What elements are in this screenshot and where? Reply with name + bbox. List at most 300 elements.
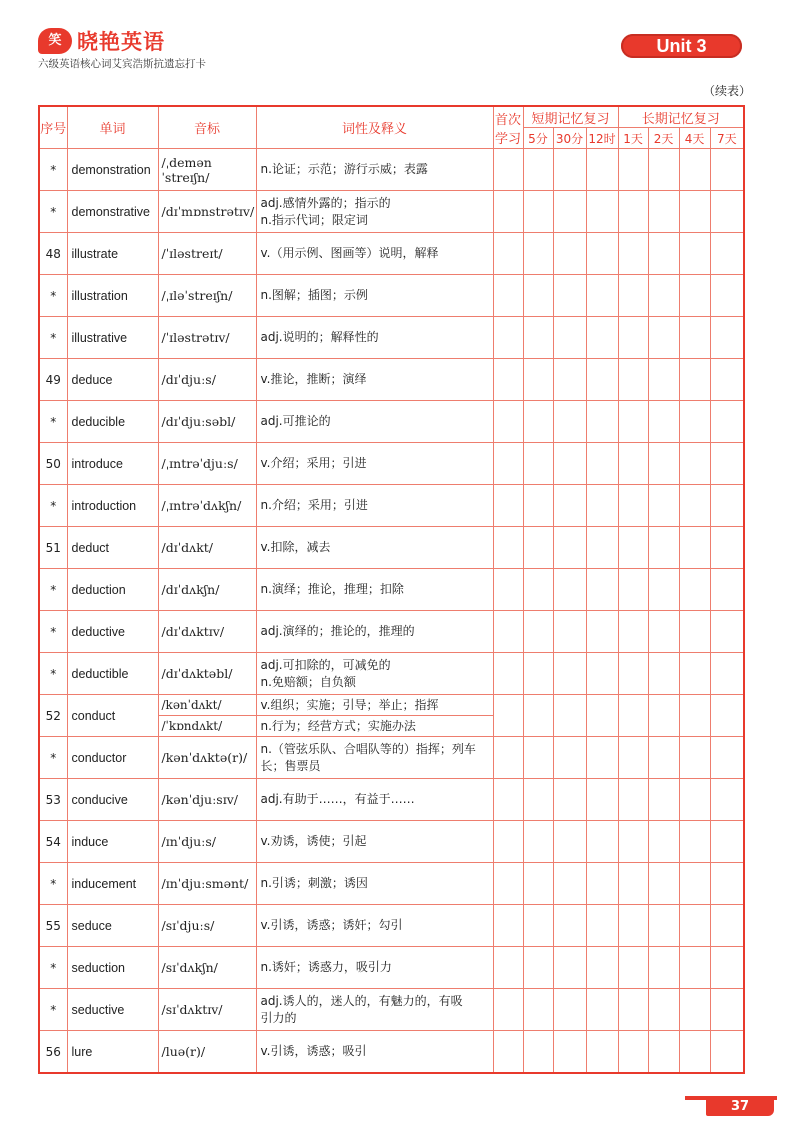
meaning-line: v.扣除，减去 <box>260 540 331 554</box>
table-row <box>39 569 744 611</box>
checkbox-cell[interactable] <box>648 1031 679 1074</box>
checkbox-cell[interactable] <box>648 779 679 821</box>
checkbox-cell[interactable] <box>679 401 710 443</box>
checkbox-cell[interactable] <box>710 821 744 863</box>
checkbox-cell[interactable] <box>679 443 710 485</box>
checkbox-cell[interactable] <box>493 191 523 233</box>
checkbox-cell[interactable] <box>586 989 618 1031</box>
checkbox-cell[interactable] <box>648 233 679 275</box>
row-meaning <box>256 611 493 653</box>
checkbox-cell[interactable] <box>618 737 648 779</box>
row-word: induce <box>67 821 158 863</box>
checkbox-cell[interactable] <box>618 653 648 695</box>
checkbox-cell[interactable] <box>710 485 744 527</box>
checkbox-cell[interactable] <box>618 401 648 443</box>
checkbox-cell[interactable] <box>679 191 710 233</box>
checkbox-cell[interactable] <box>523 1031 553 1074</box>
meaning-line: adj.说明的；解释性的 <box>260 330 379 344</box>
table-row <box>39 653 744 695</box>
checkbox-cell[interactable] <box>493 275 523 317</box>
row-index: * <box>39 737 67 779</box>
checkbox-cell[interactable] <box>679 485 710 527</box>
checkbox-cell[interactable] <box>553 359 586 401</box>
checkbox-cell[interactable] <box>679 149 710 191</box>
table-row <box>39 401 744 443</box>
row-phonetic: /dɪˈdʌkt/ <box>158 527 256 569</box>
checkbox-cell[interactable] <box>679 779 710 821</box>
header-word: 单词 <box>67 106 158 149</box>
checkbox-cell[interactable] <box>648 947 679 989</box>
checkbox-cell[interactable] <box>679 611 710 653</box>
checkbox-cell[interactable] <box>618 569 648 611</box>
checkbox-cell[interactable] <box>523 653 553 695</box>
checkbox-cell[interactable] <box>648 821 679 863</box>
row-index: 53 <box>39 779 67 821</box>
checkbox-cell[interactable] <box>710 317 744 359</box>
checkbox-cell[interactable] <box>553 695 586 737</box>
checkbox-cell[interactable] <box>493 947 523 989</box>
row-word: illustration <box>67 275 158 317</box>
row-word: deduce <box>67 359 158 401</box>
checkbox-cell[interactable] <box>618 863 648 905</box>
checkbox-cell[interactable] <box>618 779 648 821</box>
meaning-line: adj.感情外露的；指示的 <box>260 195 391 210</box>
checkbox-cell[interactable] <box>493 695 523 737</box>
meaning-line: 引力的 <box>260 1010 297 1025</box>
checkbox-cell[interactable] <box>493 905 523 947</box>
header-short-review: 短期记忆复习 <box>523 106 618 128</box>
checkbox-cell[interactable] <box>553 1031 586 1074</box>
checkbox-cell[interactable] <box>618 989 648 1031</box>
row-index: * <box>39 317 67 359</box>
table-row <box>39 233 744 275</box>
checkbox-cell[interactable] <box>523 695 553 737</box>
checkbox-cell[interactable] <box>523 947 553 989</box>
meaning-line: v.引诱，诱惑；诱奸；勾引 <box>260 918 403 932</box>
meaning-line: n.（管弦乐队、合唱队等的）指挥；列车 <box>260 741 476 756</box>
row-word: introduce <box>67 443 158 485</box>
checkbox-cell[interactable] <box>648 569 679 611</box>
row-index: * <box>39 569 67 611</box>
table-row <box>39 359 744 401</box>
meaning-line: n.免赔额；自负额 <box>260 674 356 689</box>
checkbox-cell[interactable] <box>648 485 679 527</box>
checkbox-cell[interactable] <box>618 695 648 737</box>
checkbox-cell[interactable] <box>523 821 553 863</box>
checkbox-cell[interactable] <box>586 149 618 191</box>
row-index: * <box>39 611 67 653</box>
checkbox-cell[interactable] <box>648 317 679 359</box>
checkbox-cell[interactable] <box>648 359 679 401</box>
checkbox-cell[interactable] <box>523 485 553 527</box>
checkbox-cell[interactable] <box>710 233 744 275</box>
checkbox-cell[interactable] <box>618 527 648 569</box>
row-meaning <box>256 905 493 947</box>
checkbox-cell[interactable] <box>586 947 618 989</box>
table-row-conduct <box>39 695 744 716</box>
checkbox-cell[interactable] <box>553 653 586 695</box>
checkbox-cell[interactable] <box>553 863 586 905</box>
meaning-line: 长；售票员 <box>260 758 321 773</box>
checkbox-cell[interactable] <box>679 947 710 989</box>
row-meaning <box>256 275 493 317</box>
row-meaning <box>256 779 493 821</box>
checkbox-cell[interactable] <box>586 527 618 569</box>
row-phonetic: /dɪˈdʌktəbl/ <box>158 653 256 695</box>
row-index: 49 <box>39 359 67 401</box>
book-subtitle: 六级英语核心词艾宾浩斯抗遗忘打卡 <box>38 58 206 70</box>
table-row <box>39 821 744 863</box>
checkbox-cell[interactable] <box>523 275 553 317</box>
checkbox-cell[interactable] <box>618 233 648 275</box>
checkbox-cell[interactable] <box>586 695 618 737</box>
checkbox-cell[interactable] <box>648 401 679 443</box>
row-phonetic: /dɪˈmɒnstrətɪv/ <box>158 191 256 233</box>
checkbox-cell[interactable] <box>648 443 679 485</box>
checkbox-cell[interactable] <box>586 275 618 317</box>
table-row <box>39 947 744 989</box>
checkbox-cell[interactable] <box>523 359 553 401</box>
checkbox-cell[interactable] <box>553 443 586 485</box>
checkbox-cell[interactable] <box>553 947 586 989</box>
table-row <box>39 989 744 1031</box>
checkbox-cell[interactable] <box>679 653 710 695</box>
row-meaning <box>256 737 493 779</box>
checkbox-cell[interactable] <box>586 779 618 821</box>
checkbox-cell[interactable] <box>493 1031 523 1074</box>
checkbox-cell[interactable] <box>586 233 618 275</box>
checkbox-cell[interactable] <box>493 569 523 611</box>
checkbox-cell[interactable] <box>618 443 648 485</box>
checkbox-cell[interactable] <box>586 569 618 611</box>
checkbox-cell[interactable] <box>493 821 523 863</box>
checkbox-cell[interactable] <box>493 317 523 359</box>
checkbox-cell[interactable] <box>648 191 679 233</box>
row-word: seduction <box>67 947 158 989</box>
row-index: 55 <box>39 905 67 947</box>
row-word: deduct <box>67 527 158 569</box>
checkbox-cell[interactable] <box>493 233 523 275</box>
table-row <box>39 1031 744 1074</box>
checkbox-cell[interactable] <box>648 695 679 737</box>
checkbox-cell[interactable] <box>618 485 648 527</box>
row-meaning-verb: v.组织；实施；引导；举止；指挥 <box>256 695 493 716</box>
meaning-line: n.指示代词；限定词 <box>260 212 368 227</box>
row-phonetic: /kənˈdjuːsɪv/ <box>158 779 256 821</box>
checkbox-cell[interactable] <box>710 359 744 401</box>
checkbox-cell[interactable] <box>523 317 553 359</box>
row-meaning <box>256 317 493 359</box>
meaning-line: v.推论，推断；演绎 <box>260 372 367 386</box>
checkbox-cell[interactable] <box>679 821 710 863</box>
checkbox-cell[interactable] <box>553 569 586 611</box>
meaning-line: v.介绍；采用；引进 <box>260 456 367 470</box>
row-phonetic: /dɪˈdjuːs/ <box>158 359 256 401</box>
checkbox-cell[interactable] <box>523 401 553 443</box>
row-phonetic: /ˌdemənˈstreɪʃn/ <box>158 149 256 191</box>
row-index: * <box>39 653 67 695</box>
row-phonetic: /ˌɪləˈstreɪʃn/ <box>158 275 256 317</box>
checkbox-cell[interactable] <box>586 905 618 947</box>
row-index: 51 <box>39 527 67 569</box>
header-5min: 5分 <box>523 128 553 149</box>
row-meaning <box>256 527 493 569</box>
checkbox-cell[interactable] <box>710 569 744 611</box>
checkbox-cell[interactable] <box>618 275 648 317</box>
table-row <box>39 443 744 485</box>
checkbox-cell[interactable] <box>553 233 586 275</box>
checkbox-cell[interactable] <box>493 401 523 443</box>
row-phonetic: /ˈɪləstreɪt/ <box>158 233 256 275</box>
checkbox-cell[interactable] <box>679 737 710 779</box>
checkbox-cell[interactable] <box>710 443 744 485</box>
checkbox-cell[interactable] <box>523 569 553 611</box>
header-30min: 30分 <box>553 128 586 149</box>
checkbox-cell[interactable] <box>553 485 586 527</box>
row-meaning <box>256 401 493 443</box>
checkbox-cell[interactable] <box>553 737 586 779</box>
checkbox-cell[interactable] <box>710 653 744 695</box>
row-word: illustrate <box>67 233 158 275</box>
checkbox-cell[interactable] <box>586 443 618 485</box>
row-phonetic: /dɪˈdʌktɪv/ <box>158 611 256 653</box>
checkbox-cell[interactable] <box>679 1031 710 1074</box>
checkbox-cell[interactable] <box>553 527 586 569</box>
checkbox-cell[interactable] <box>648 275 679 317</box>
meaning-line: adj.可扣除的，可减免的 <box>260 657 391 672</box>
checkbox-cell[interactable] <box>648 863 679 905</box>
continued-label: （续表） <box>703 84 752 98</box>
row-meaning <box>256 233 493 275</box>
row-meaning <box>256 821 493 863</box>
meaning-line: v.引诱，诱惑；吸引 <box>260 1044 367 1058</box>
checkbox-cell[interactable] <box>586 317 618 359</box>
row-meaning <box>256 1031 493 1074</box>
checkbox-cell[interactable] <box>553 989 586 1031</box>
row-word: demonstration <box>67 149 158 191</box>
row-index: 48 <box>39 233 67 275</box>
header-1day: 1天 <box>618 128 648 149</box>
checkbox-cell[interactable] <box>710 947 744 989</box>
row-meaning <box>256 485 493 527</box>
checkbox-cell[interactable] <box>553 317 586 359</box>
checkbox-cell[interactable] <box>553 149 586 191</box>
checkbox-cell[interactable] <box>648 611 679 653</box>
checkbox-cell[interactable] <box>553 821 586 863</box>
meaning-line: n.引诱；刺激；诱因 <box>260 876 368 890</box>
checkbox-cell[interactable] <box>710 191 744 233</box>
checkbox-cell[interactable] <box>648 149 679 191</box>
row-phonetic: /dɪˈdjuːsəbl/ <box>158 401 256 443</box>
checkbox-cell[interactable] <box>493 989 523 1031</box>
checkbox-cell[interactable] <box>523 863 553 905</box>
checkbox-cell[interactable] <box>586 191 618 233</box>
meaning-line: adj.可推论的 <box>260 414 331 428</box>
meaning-line: adj.演绎的；推论的，推理的 <box>260 624 415 638</box>
meaning-line: n.论证；示范；游行示威；表露 <box>260 162 428 176</box>
row-word: deducible <box>67 401 158 443</box>
table-header <box>39 106 744 149</box>
checkbox-cell[interactable] <box>648 737 679 779</box>
row-meaning <box>256 863 493 905</box>
checkbox-cell[interactable] <box>648 527 679 569</box>
checkbox-cell[interactable] <box>618 149 648 191</box>
vocab-table <box>38 105 745 1074</box>
checkbox-cell[interactable] <box>553 611 586 653</box>
table-row <box>39 737 744 779</box>
checkbox-cell[interactable] <box>679 905 710 947</box>
table-row <box>39 149 744 191</box>
checkbox-cell[interactable] <box>493 359 523 401</box>
checkbox-cell[interactable] <box>648 905 679 947</box>
row-index: * <box>39 989 67 1031</box>
checkbox-cell[interactable] <box>493 443 523 485</box>
checkbox-cell[interactable] <box>679 275 710 317</box>
row-phonetic: /sɪˈdʌkʃn/ <box>158 947 256 989</box>
checkbox-cell[interactable] <box>586 863 618 905</box>
checkbox-cell[interactable] <box>648 653 679 695</box>
meaning-line: v.（用示例、图画等）说明，解释 <box>260 246 439 260</box>
table-row <box>39 485 744 527</box>
checkbox-cell[interactable] <box>523 443 553 485</box>
checkbox-cell[interactable] <box>523 149 553 191</box>
checkbox-cell[interactable] <box>710 611 744 653</box>
row-index: * <box>39 191 67 233</box>
checkbox-cell[interactable] <box>679 233 710 275</box>
checkbox-cell[interactable] <box>710 905 744 947</box>
checkbox-cell[interactable] <box>618 317 648 359</box>
row-word: deductive <box>67 611 158 653</box>
checkbox-cell[interactable] <box>648 989 679 1031</box>
checkbox-cell[interactable] <box>523 989 553 1031</box>
row-phonetic: /kənˈdʌktə(r)/ <box>158 737 256 779</box>
meaning-line: n.介绍；采用；引进 <box>260 498 368 512</box>
meaning-line: n.诱奸；诱惑力，吸引力 <box>260 960 392 974</box>
header-7day: 7天 <box>710 128 744 149</box>
table-row <box>39 611 744 653</box>
meaning-line: adj.诱人的，迷人的，有魅力的，有吸 <box>260 993 463 1008</box>
checkbox-cell[interactable] <box>493 737 523 779</box>
checkbox-cell[interactable] <box>710 527 744 569</box>
checkbox-cell[interactable] <box>679 989 710 1031</box>
checkbox-cell[interactable] <box>618 1031 648 1074</box>
row-phonetic: /ˌɪntrəˈdjuːs/ <box>158 443 256 485</box>
row-meaning <box>256 359 493 401</box>
row-phonetic-verb: /kənˈdʌkt/ <box>158 695 256 716</box>
checkbox-cell[interactable] <box>553 191 586 233</box>
checkbox-cell[interactable] <box>553 401 586 443</box>
row-phonetic: /ˈɪləstrətɪv/ <box>158 317 256 359</box>
checkbox-cell[interactable] <box>523 905 553 947</box>
checkbox-cell[interactable] <box>618 821 648 863</box>
checkbox-cell[interactable] <box>618 191 648 233</box>
table-row <box>39 905 744 947</box>
checkbox-cell[interactable] <box>493 779 523 821</box>
row-meaning <box>256 989 493 1031</box>
checkbox-cell[interactable] <box>586 737 618 779</box>
checkbox-cell[interactable] <box>493 149 523 191</box>
checkbox-cell[interactable] <box>493 485 523 527</box>
checkbox-cell[interactable] <box>523 527 553 569</box>
checkbox-cell[interactable] <box>493 653 523 695</box>
checkbox-cell[interactable] <box>618 359 648 401</box>
row-phonetic: /sɪˈdjuːs/ <box>158 905 256 947</box>
row-index: * <box>39 275 67 317</box>
checkbox-cell[interactable] <box>679 569 710 611</box>
checkbox-cell[interactable] <box>618 611 648 653</box>
row-phonetic: /sɪˈdʌktɪv/ <box>158 989 256 1031</box>
checkbox-cell[interactable] <box>710 401 744 443</box>
unit-badge: Unit 3 <box>621 34 742 58</box>
checkbox-cell[interactable] <box>710 149 744 191</box>
checkbox-cell[interactable] <box>523 779 553 821</box>
checkbox-cell[interactable] <box>586 485 618 527</box>
checkbox-cell[interactable] <box>523 611 553 653</box>
row-word: introduction <box>67 485 158 527</box>
checkbox-cell[interactable] <box>618 905 648 947</box>
checkbox-cell[interactable] <box>618 947 648 989</box>
table-row <box>39 527 744 569</box>
row-word: inducement <box>67 863 158 905</box>
brand-name: 晓艳英语 <box>77 30 165 54</box>
checkbox-cell[interactable] <box>586 1031 618 1074</box>
checkbox-cell[interactable] <box>493 611 523 653</box>
checkbox-cell[interactable] <box>679 695 710 737</box>
checkbox-cell[interactable] <box>523 191 553 233</box>
row-meaning-noun: n.行为；经营方式；实施办法 <box>256 716 493 737</box>
checkbox-cell[interactable] <box>586 653 618 695</box>
meaning-line: adj.有助于……，有益于…… <box>260 792 415 806</box>
checkbox-cell[interactable] <box>586 359 618 401</box>
row-word: conductor <box>67 737 158 779</box>
checkbox-cell[interactable] <box>710 863 744 905</box>
brand-logo <box>38 26 165 56</box>
checkbox-cell[interactable] <box>679 317 710 359</box>
checkbox-cell[interactable] <box>710 779 744 821</box>
row-phonetic: /ˌɪntrəˈdʌkʃn/ <box>158 485 256 527</box>
row-meaning <box>256 653 493 695</box>
page-number: 37 <box>706 1098 774 1116</box>
checkbox-cell[interactable] <box>679 527 710 569</box>
checkbox-cell[interactable] <box>586 611 618 653</box>
row-index: 54 <box>39 821 67 863</box>
checkbox-cell[interactable] <box>679 359 710 401</box>
row-index: * <box>39 947 67 989</box>
checkbox-cell[interactable] <box>710 275 744 317</box>
header-12h: 12时 <box>586 128 618 149</box>
checkbox-cell[interactable] <box>679 863 710 905</box>
checkbox-cell[interactable] <box>523 737 553 779</box>
checkbox-cell[interactable] <box>553 905 586 947</box>
checkbox-cell[interactable] <box>710 1031 744 1074</box>
row-index: 52 <box>39 695 67 737</box>
checkbox-cell[interactable] <box>553 779 586 821</box>
checkbox-cell[interactable] <box>553 275 586 317</box>
checkbox-cell[interactable] <box>586 821 618 863</box>
row-word: deduction <box>67 569 158 611</box>
checkbox-cell[interactable] <box>523 233 553 275</box>
checkbox-cell[interactable] <box>586 401 618 443</box>
checkbox-cell[interactable] <box>493 863 523 905</box>
checkbox-cell[interactable] <box>710 695 744 737</box>
row-index: 50 <box>39 443 67 485</box>
checkbox-cell[interactable] <box>710 989 744 1031</box>
checkbox-cell[interactable] <box>493 527 523 569</box>
logo-mark-icon: 笑 <box>38 28 72 54</box>
header-2day: 2天 <box>648 128 679 149</box>
checkbox-cell[interactable] <box>710 737 744 779</box>
header-meaning: 词性及释义 <box>256 106 493 149</box>
